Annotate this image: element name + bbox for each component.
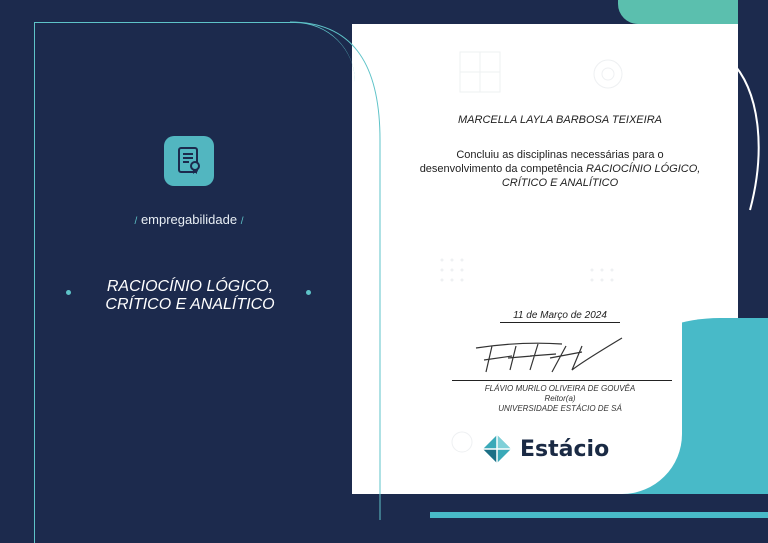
certificate-description [400,148,720,190]
competency-title [70,278,310,314]
certificate-badge [164,136,214,186]
certificate-date: 11 de Março de 2024 [500,310,620,323]
description-competency-line2: CRÍTICO E ANALÍTICO [501,177,619,189]
decorative-teal-top [618,0,738,24]
competency-title-line1: RACIOCÍNIO LÓGICO, [106,278,274,295]
signer-role: Reitor(a) [544,394,576,403]
competency-title-line2: CRÍTICO E ANALÍTICO [105,296,275,313]
signature [472,334,632,378]
bottom-navy-strip [352,494,768,512]
tagline-mark-left: / [134,216,138,227]
estacio-logo [482,434,609,464]
signer-block [440,384,680,414]
tagline-text: empregabilidade [140,212,238,227]
curve-outline [290,20,410,520]
signer-organization: UNIVERSIDADE ESTÁCIO DE SÁ [498,404,622,413]
description-line2: desenvolvimento da competência [419,163,583,175]
signer-name: FLÁVIO MURILO OLIVEIRA DE GOUVÊA [484,384,636,393]
signature-line [452,380,672,381]
estacio-logo-text: Estácio [520,436,610,462]
right-curve-outline [720,50,768,250]
description-line1: Concluiu as disciplinas necessárias para o [456,149,664,161]
tagline-mark-right: / [240,216,244,227]
tagline [128,212,250,227]
recipient-name: MARCELLA LAYLA BARBOSA TEIXEIRA [458,114,662,126]
certificate-icon [175,146,203,176]
estacio-logo-icon [482,434,512,464]
description-competency: RACIOCÍNIO LÓGICO, [586,163,701,175]
